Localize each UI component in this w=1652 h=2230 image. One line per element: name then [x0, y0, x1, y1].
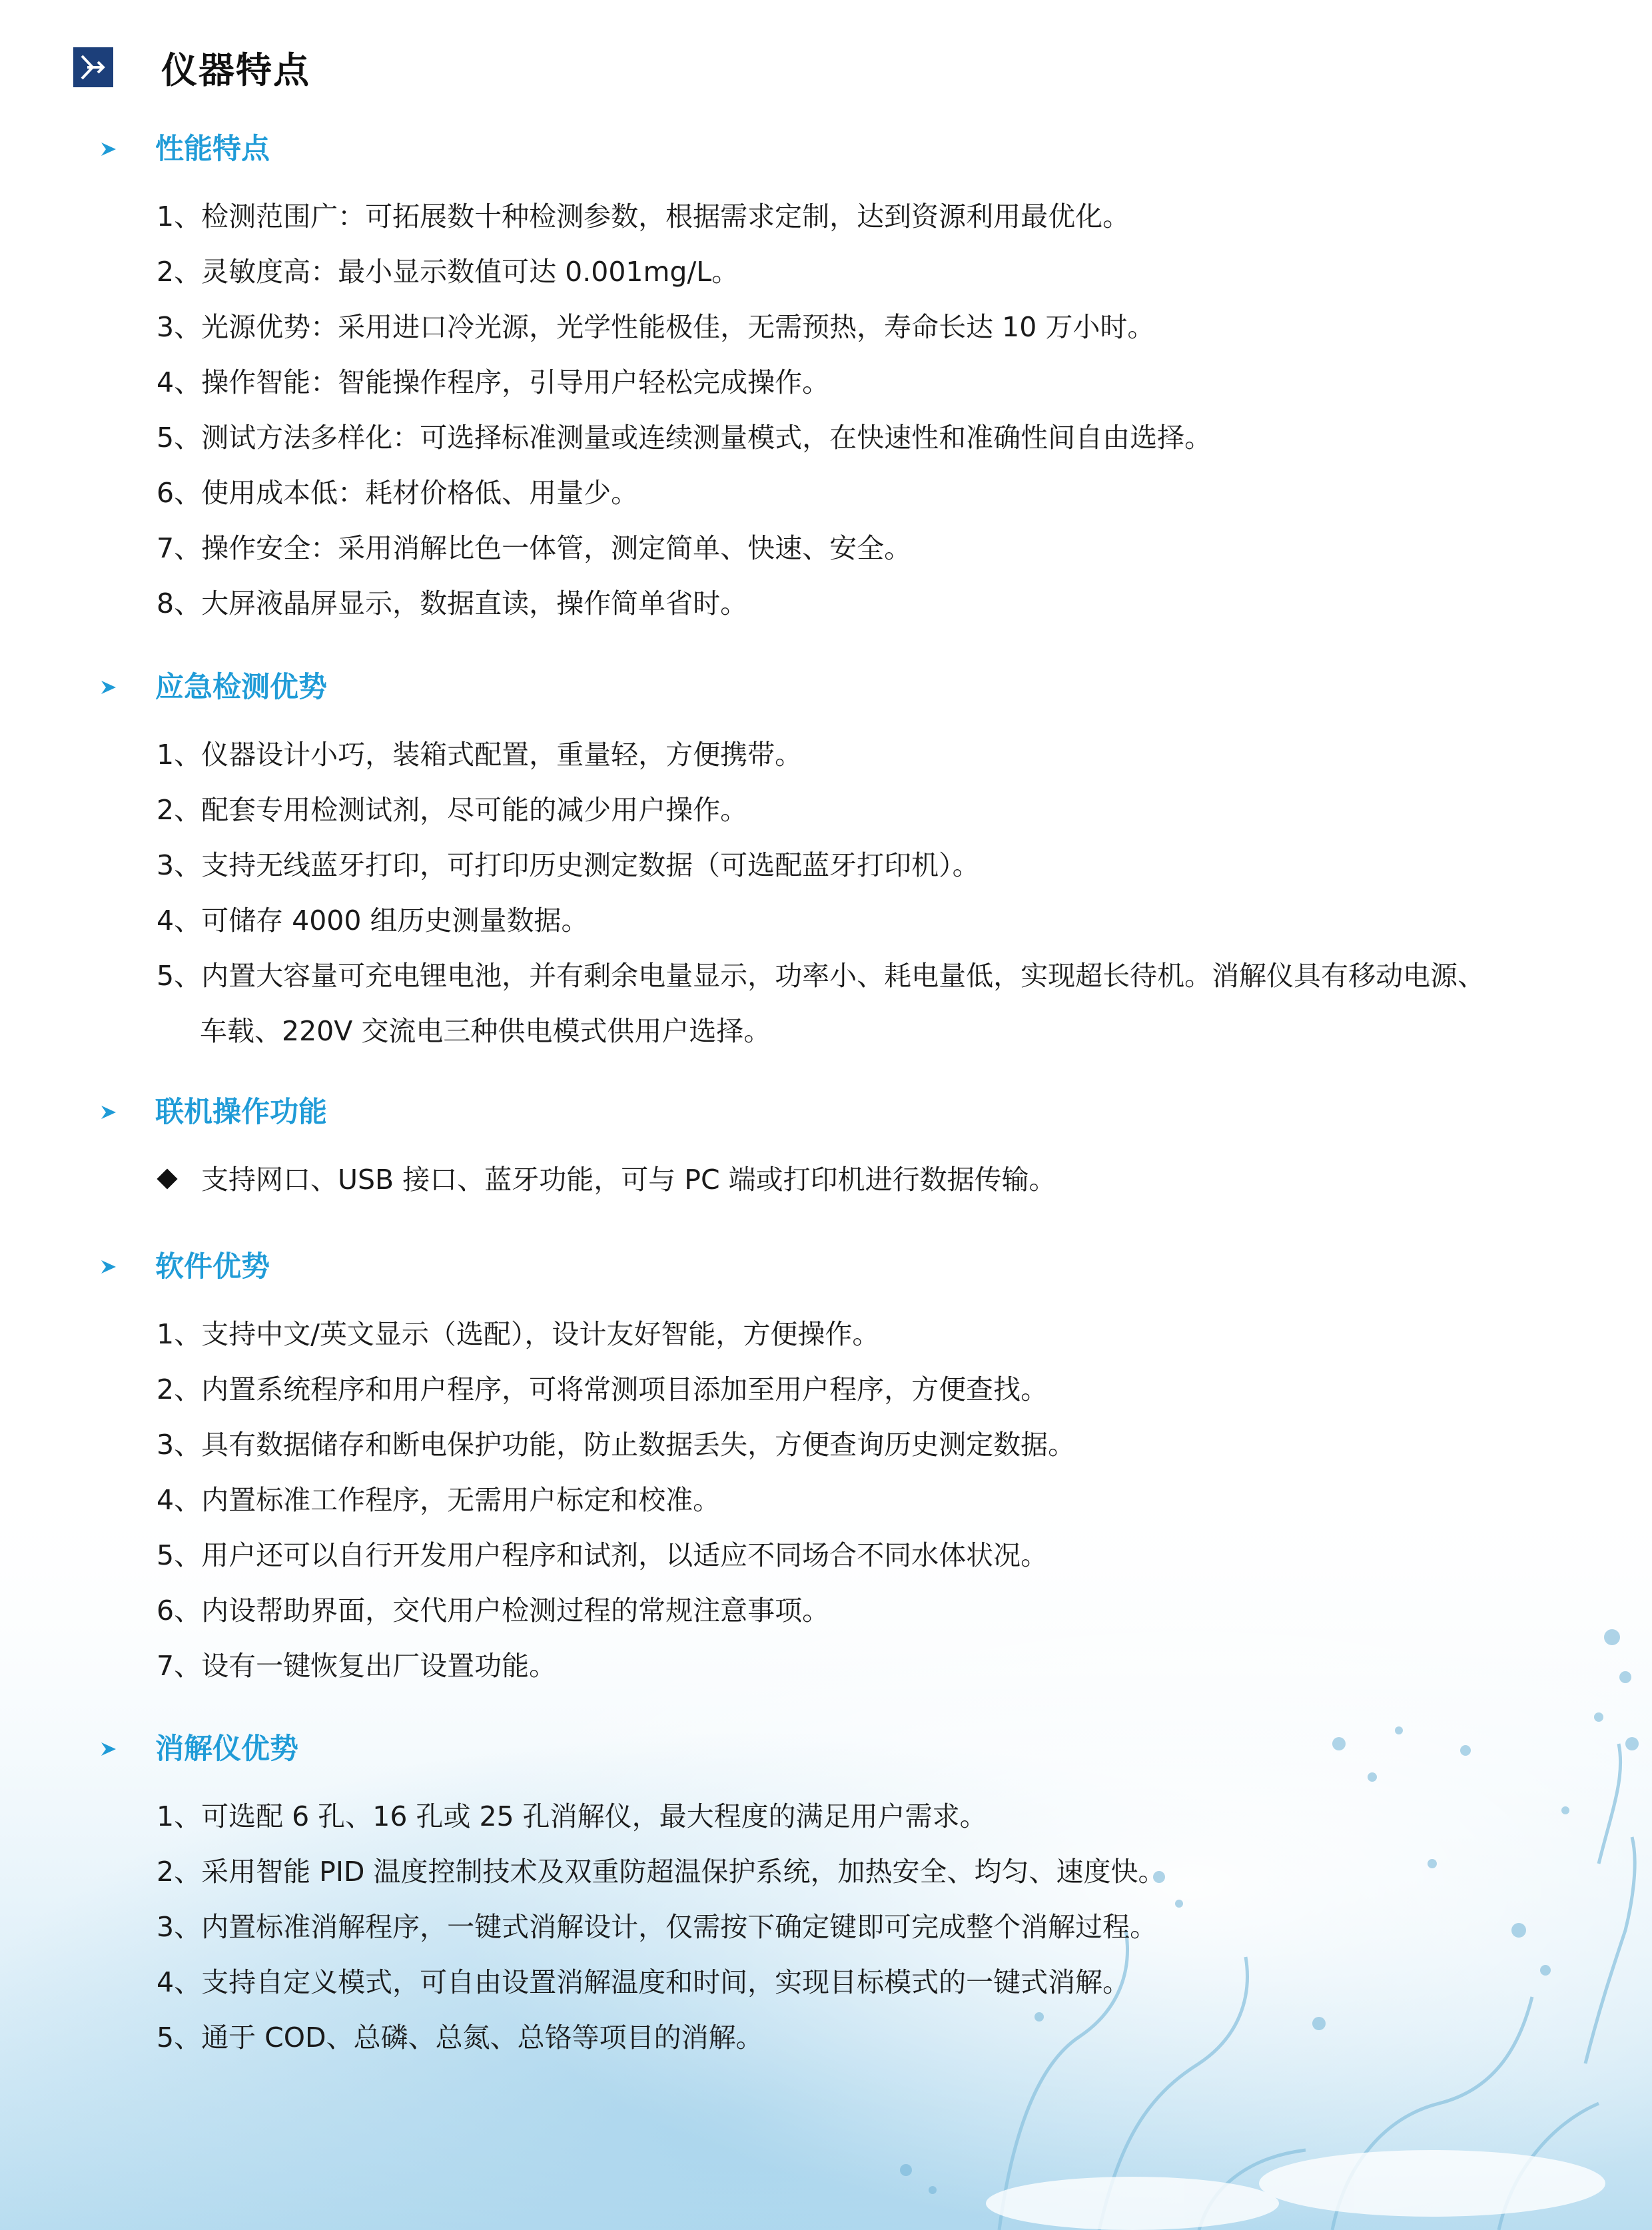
- item-list: [0, 1789, 1652, 2065]
- list-item: 2、采用智能 PID 温度控制技术及双重防超温保护系统，加热安全、均匀、速度快。: [157, 1856, 1166, 1888]
- list-item: 4、操作智能：智能操作程序，引导用户轻松完成操作。: [157, 366, 830, 398]
- section-header: [0, 1246, 1652, 1288]
- list-item: 2、内置系统程序和用户程序，可将常测项目添加至用户程序，方便查找。: [157, 1373, 1048, 1405]
- section-title: 联机操作功能: [155, 1096, 327, 1129]
- list-item: 7、设有一键恢复出厂设置功能。: [157, 1650, 557, 1682]
- list-item: 3、内置标准消解程序，一键式消解设计，仅需按下确定键即可完成整个消解过程。: [157, 1911, 1158, 1943]
- list-item: 2、灵敏度高：最小显示数值可达 0.001mg/L。: [157, 256, 739, 288]
- section-title: 应急检测优势: [155, 671, 327, 704]
- list-item: 3、具有数据储存和断电保护功能，防止数据丢失，方便查询历史测定数据。: [157, 1429, 1076, 1461]
- list-item: 1、支持中文/英文显示（选配），设计友好智能，方便操作。: [157, 1318, 880, 1350]
- chevron-arrow-icon: [99, 1256, 120, 1278]
- page-title: 仪器特点: [161, 49, 310, 91]
- page-header: [73, 45, 310, 89]
- list-item: 5、用户还可以自行开发用户程序和试剂，以适应不同场合不同水体状况。: [157, 1539, 1048, 1571]
- diamond-bullet-icon: [157, 1168, 177, 1189]
- list-item: 4、可储存 4000 组历史测量数据。: [157, 905, 589, 936]
- list-item: 1、检测范围广：可拓展数十种检测参数，根据需求定制，达到资源利用最优化。: [157, 200, 1130, 232]
- section-title: 消解仪优势: [155, 1732, 298, 1766]
- chevron-arrow-icon: [99, 1102, 120, 1123]
- section-online: [0, 1091, 1652, 1208]
- item-list: [0, 1152, 1652, 1208]
- section-title: 软件优势: [155, 1250, 270, 1284]
- section-header: [0, 1091, 1652, 1134]
- list-item: 4、内置标准工作程序，无需用户标定和校准。: [157, 1484, 721, 1516]
- section-software: [0, 1246, 1652, 1694]
- arrow-right-box-icon: [73, 47, 113, 87]
- list-item: 4、支持自定义模式，可自由设置消解温度和时间，实现目标模式的一键式消解。: [157, 1966, 1130, 1998]
- section-title: 性能特点: [155, 133, 270, 166]
- list-item: 2、配套专用检测试剂，尽可能的减少用户操作。: [157, 794, 748, 826]
- list-item: 3、支持无线蓝牙打印，可打印历史测定数据（可选配蓝牙打印机）。: [157, 849, 980, 881]
- list-item: [0, 1152, 1652, 1208]
- list-item: 5、内置大容量可充电锂电池，并有剩余电量显示，功率小、耗电量低，实现超长待机。消解仪具有移动电源、车载、220V 交流电三种供电模式供用户选择。: [157, 960, 1485, 1047]
- list-item: 6、内设帮助界面，交代用户检测过程的常规注意事项。: [157, 1595, 830, 1627]
- list-item: 1、可选配 6 孔、16 孔或 25 孔消解仪，最大程度的满足用户需求。: [157, 1800, 987, 1832]
- item-list: [0, 189, 1652, 631]
- section-header: [0, 128, 1652, 171]
- section-header: [0, 666, 1652, 709]
- section-header: [0, 1728, 1652, 1770]
- chevron-arrow-icon: [99, 139, 120, 160]
- list-item: 1、仪器设计小巧，装箱式配置，重量轻，方便携带。: [157, 739, 803, 771]
- section-performance: [0, 128, 1652, 631]
- section-digester: [0, 1728, 1652, 2065]
- item-list: [0, 1307, 1652, 1694]
- list-item: 5、通于 COD、总磷、总氮、总铬等项目的消解。: [157, 2022, 763, 2053]
- list-item: 3、光源优势：采用进口冷光源，光学性能极佳，无需预热，寿命长达 10 万小时。: [157, 311, 1155, 343]
- list-item: 6、使用成本低：耗材价格低、用量少。: [157, 477, 639, 509]
- list-item: 7、操作安全：采用消解比色一体管，测定简单、快速、安全。: [157, 532, 912, 564]
- chevron-arrow-icon: [99, 677, 120, 698]
- bullet-text: 支持网口、USB 接口、蓝牙功能，可与 PC 端或打印机进行数据传输。: [201, 1164, 1056, 1196]
- item-list: [0, 727, 1652, 1059]
- chevron-arrow-icon: [99, 1738, 120, 1760]
- list-item: 5、测试方法多样化：可选择标准测量或连续测量模式，在快速性和准确性间自由选择。: [157, 422, 1212, 454]
- list-item: 8、大屏液晶屏显示，数据直读，操作简单省时。: [157, 587, 748, 619]
- section-emergency: [0, 666, 1652, 1059]
